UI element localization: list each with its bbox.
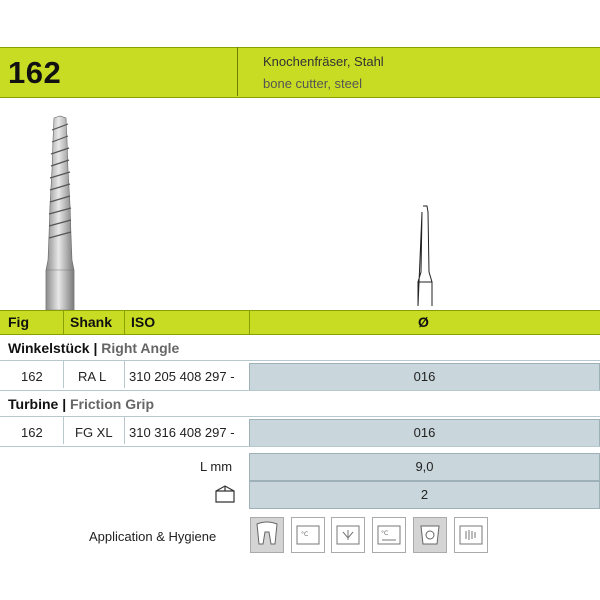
row-fig: 162 xyxy=(21,425,43,440)
section-title-friction-grip: Turbine | Friction Grip xyxy=(8,396,154,412)
bur-photo xyxy=(30,110,90,310)
length-label: L mm xyxy=(200,459,233,474)
autoclave-icon xyxy=(413,517,447,553)
divider xyxy=(63,417,64,444)
thermodisinfector-icon xyxy=(372,517,406,553)
row-iso: 310 316 408 297 - xyxy=(129,425,235,440)
row-fig: 162 xyxy=(21,369,43,384)
column-iso: ISO xyxy=(131,314,156,330)
svg-text:°C: °C xyxy=(301,531,309,538)
bur-drawing xyxy=(410,202,440,306)
table-header xyxy=(0,310,600,335)
divider xyxy=(0,390,600,391)
divider xyxy=(249,310,250,335)
row-diameter: 016 xyxy=(249,363,600,391)
pack-quantity: 2 xyxy=(249,481,600,509)
row-shank: FG XL xyxy=(75,425,113,440)
row-iso: 310 205 408 297 - xyxy=(129,369,235,384)
column-shank: Shank xyxy=(70,314,113,330)
ultrasonic-bath-icon xyxy=(331,517,365,553)
divider xyxy=(124,417,125,444)
package-icon xyxy=(213,482,237,506)
header-divider xyxy=(237,47,238,96)
svg-text:°C: °C xyxy=(381,530,389,537)
divider xyxy=(124,310,125,335)
ultrasonic-icon xyxy=(454,517,488,553)
row-diameter: 016 xyxy=(249,419,600,447)
disinfection-icon xyxy=(291,517,325,553)
application-icon xyxy=(250,517,284,553)
product-name-en: bone cutter, steel xyxy=(263,76,363,91)
divider xyxy=(63,361,64,388)
divider xyxy=(0,360,600,361)
application-label: Application & Hygiene xyxy=(89,529,217,544)
column-diameter: Ø xyxy=(418,314,429,330)
divider xyxy=(124,361,125,388)
divider xyxy=(63,310,64,335)
column-fig: Fig xyxy=(8,314,29,330)
divider xyxy=(0,446,600,447)
product-code: 162 xyxy=(8,55,62,90)
row-shank: RA L xyxy=(78,369,107,384)
section-title-right-angle: Winkelstück | Right Angle xyxy=(8,340,180,356)
product-name-de: Knochenfräser, Stahl xyxy=(263,54,384,69)
divider xyxy=(0,416,600,417)
length-value: 9,0 xyxy=(249,453,600,481)
